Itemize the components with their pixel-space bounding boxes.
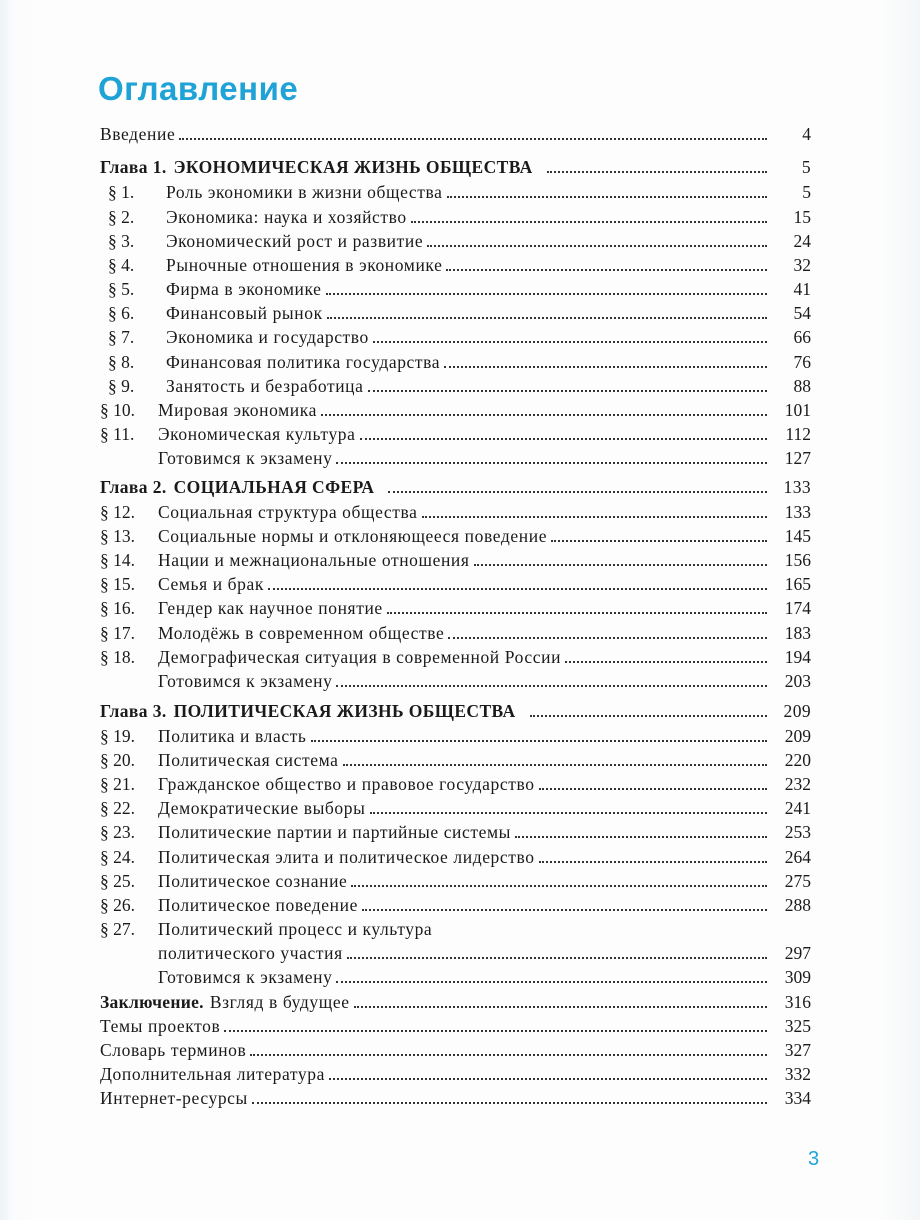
entry-title: Политический процесс и культура xyxy=(158,919,433,939)
toc-section-entry[interactable] xyxy=(100,820,811,842)
entry-title: Политическая элита и политическое лидерство xyxy=(158,847,535,867)
toc-entry-intro[interactable] xyxy=(100,122,811,144)
dot-leader xyxy=(250,1054,767,1056)
section-number: § 2. xyxy=(108,207,135,227)
entry-page-number: 156 xyxy=(784,550,811,570)
toc-section-entry[interactable] xyxy=(100,422,811,444)
toc-section-entry[interactable] xyxy=(100,796,811,818)
dot-leader xyxy=(368,390,767,392)
toc-section-entry[interactable] xyxy=(100,669,811,691)
entry-page-number: 309 xyxy=(784,967,811,987)
entry-page-number: 112 xyxy=(785,424,811,444)
section-number: § 24. xyxy=(100,847,135,867)
entry-title: Готовимся к экзамену xyxy=(158,448,333,468)
dot-leader xyxy=(446,269,767,271)
chapter-label: Глава 1. xyxy=(100,157,167,177)
entry-page-number: 41 xyxy=(793,279,811,299)
section-number: § 25. xyxy=(100,871,135,891)
dot-leader xyxy=(179,138,767,140)
dot-leader xyxy=(224,1030,767,1032)
dot-leader xyxy=(329,1078,767,1080)
dot-leader xyxy=(347,957,767,959)
toc-backmatter-entry[interactable] xyxy=(100,1014,811,1036)
dot-leader xyxy=(547,171,767,173)
chapter-title: ПОЛИТИЧЕСКАЯ ЖИЗНЬ ОБЩЕСТВА xyxy=(173,701,516,721)
toc-backmatter-entry[interactable] xyxy=(100,990,811,1012)
section-number: § 6. xyxy=(108,303,135,323)
entry-bold-label: Заключение. xyxy=(100,992,204,1012)
entry-page-number: 209 xyxy=(783,701,811,721)
entry-page-number: 232 xyxy=(784,774,811,794)
toc-section-entry[interactable] xyxy=(100,917,811,939)
entry-title: Мировая экономика xyxy=(158,400,317,420)
dot-leader xyxy=(422,516,767,518)
dot-leader xyxy=(362,909,767,911)
toc-chapter-1[interactable] xyxy=(100,155,811,177)
entry-page-number: 4 xyxy=(802,124,811,144)
entry-page-number: 133 xyxy=(783,477,811,497)
entry-title: Гражданское общество и правовое государство xyxy=(158,774,535,794)
dot-leader xyxy=(336,981,767,983)
section-number: § 18. xyxy=(100,647,135,667)
entry-page-number: 165 xyxy=(784,574,811,594)
entry-page-number: 297 xyxy=(784,943,811,963)
toc-section-entry[interactable] xyxy=(100,374,811,396)
entry-page-number: 241 xyxy=(784,798,811,818)
toc-section-entry[interactable] xyxy=(100,398,811,420)
entry-page-number: 203 xyxy=(784,671,811,691)
entry-page-number: 327 xyxy=(784,1040,811,1060)
toc-section-entry[interactable] xyxy=(100,572,811,594)
toc-section-entry[interactable] xyxy=(100,446,811,468)
dot-leader xyxy=(360,438,767,440)
toc-section-entry[interactable] xyxy=(100,893,811,915)
section-number: § 9. xyxy=(108,376,135,396)
page-title: Оглавление xyxy=(98,70,299,107)
toc-section-entry[interactable] xyxy=(100,845,811,867)
entry-title: Социальная структура общества xyxy=(158,502,418,522)
toc-section-entry[interactable] xyxy=(100,869,811,891)
entry-title: Готовимся к экзамену xyxy=(158,967,333,987)
toc-section-entry[interactable] xyxy=(100,596,811,618)
dot-leader xyxy=(311,740,767,742)
toc-section-entry[interactable] xyxy=(100,965,811,987)
entry-page-number: 5 xyxy=(802,182,811,202)
dot-leader xyxy=(327,317,767,319)
entry-title: Политика и власть xyxy=(158,726,307,746)
toc-backmatter-entry[interactable] xyxy=(100,1086,811,1108)
section-number: § 7. xyxy=(108,327,135,347)
entry-title: Готовимся к экзамену xyxy=(158,671,333,691)
dot-leader xyxy=(448,637,767,639)
section-number: § 16. xyxy=(100,598,135,618)
entry-page-number: 288 xyxy=(784,895,811,915)
entry-page-number: 145 xyxy=(784,526,811,546)
entry-title: Политическое сознание xyxy=(158,871,348,891)
section-number: § 1. xyxy=(108,182,135,202)
entry-title: Экономическая культура xyxy=(158,424,356,444)
dot-leader xyxy=(388,491,767,493)
entry-title: Словарь терминов xyxy=(100,1040,247,1060)
entry-title: Демографическая ситуация в современной России xyxy=(158,647,562,667)
dot-leader xyxy=(427,245,767,247)
entry-title: Демократические выборы xyxy=(158,798,366,818)
dot-leader xyxy=(530,715,767,717)
section-number: § 3. xyxy=(108,231,135,251)
toc-section-entry[interactable] xyxy=(100,229,811,251)
dot-leader xyxy=(447,196,767,198)
entry-page-number: 264 xyxy=(784,847,811,867)
section-number: § 19. xyxy=(100,726,135,746)
dot-leader xyxy=(370,812,768,814)
section-number: § 21. xyxy=(100,774,135,794)
entry-page-number: 275 xyxy=(784,871,811,891)
entry-title: Введение xyxy=(100,124,176,144)
toc-section-entry[interactable] xyxy=(100,748,811,770)
toc-section-entry[interactable] xyxy=(100,350,811,372)
dot-leader xyxy=(321,414,767,416)
chapter-title: СОЦИАЛЬНАЯ СФЕРА xyxy=(173,477,375,497)
dot-leader xyxy=(551,540,767,542)
entry-title: Экономика и государство xyxy=(166,327,369,347)
dot-leader xyxy=(565,661,767,663)
section-number: § 23. xyxy=(100,822,135,842)
entry-title: Темы проектов xyxy=(100,1016,221,1036)
chapter-label: Глава 2. xyxy=(100,477,167,497)
entry-title: Роль экономики в жизни общества xyxy=(166,182,443,202)
entry-page-number: 101 xyxy=(784,400,811,420)
toc-section-entry[interactable] xyxy=(100,180,811,202)
entry-page-number: 183 xyxy=(784,623,811,643)
dot-leader xyxy=(336,462,767,464)
entry-title: Нации и межнациональные отношения xyxy=(158,550,470,570)
entry-page-number: 332 xyxy=(784,1064,811,1084)
dot-leader xyxy=(539,788,767,790)
toc-backmatter-entry[interactable] xyxy=(100,1062,811,1084)
entry-title: Рыночные отношения в экономике xyxy=(166,255,443,275)
dot-leader xyxy=(387,612,767,614)
toc-chapter-2[interactable] xyxy=(100,475,811,497)
toc-section-entry[interactable] xyxy=(100,253,811,275)
entry-title: Финансовый рынок xyxy=(166,303,323,323)
entry-page-number: 15 xyxy=(793,207,811,227)
entry-page-number: 24 xyxy=(793,231,811,251)
entry-page-number: 325 xyxy=(784,1016,811,1036)
entry-page-number: 66 xyxy=(793,327,811,347)
entry-title: Политическое поведение xyxy=(158,895,358,915)
entry-page-number: 253 xyxy=(784,822,811,842)
dot-leader xyxy=(252,1102,767,1104)
entry-title: Интернет-ресурсы xyxy=(100,1088,248,1108)
section-number: § 14. xyxy=(100,550,135,570)
entry-title: Гендер как научное понятие xyxy=(158,598,383,618)
toc-section-entry[interactable] xyxy=(100,724,811,746)
toc-section-entry[interactable] xyxy=(100,524,811,546)
dot-leader xyxy=(444,366,767,368)
entry-page-number: 76 xyxy=(793,352,811,372)
entry-page-number: 133 xyxy=(784,502,811,522)
section-number: § 17. xyxy=(100,623,135,643)
section-number: § 15. xyxy=(100,574,135,594)
entry-title: политического участия xyxy=(158,943,343,963)
dot-leader xyxy=(326,293,767,295)
toc-section-entry[interactable] xyxy=(100,205,811,227)
entry-page-number: 220 xyxy=(784,750,811,770)
entry-page-number: 54 xyxy=(793,303,811,323)
chapter-title: ЭКОНОМИЧЕСКАЯ ЖИЗНЬ ОБЩЕСТВА xyxy=(173,157,533,177)
entry-page-number: 209 xyxy=(784,726,811,746)
toc-section-entry[interactable] xyxy=(100,301,811,323)
entry-title: Финансовая политика государства xyxy=(166,352,441,372)
toc-chapter-3[interactable] xyxy=(100,699,811,721)
section-number: § 8. xyxy=(108,352,135,372)
dot-leader xyxy=(515,836,767,838)
entry-page-number: 32 xyxy=(793,255,811,275)
dot-leader xyxy=(474,564,767,566)
section-number: § 4. xyxy=(108,255,135,275)
entry-page-number: 316 xyxy=(784,992,811,1012)
section-number: § 26. xyxy=(100,895,135,915)
section-number: § 10. xyxy=(100,400,135,420)
entry-page-number: 88 xyxy=(793,376,811,396)
toc-section-entry[interactable] xyxy=(100,645,811,667)
entry-title: Политическая система xyxy=(158,750,339,770)
section-number: § 27. xyxy=(100,919,135,939)
entry-title: Политические партии и партийные системы xyxy=(158,822,512,842)
dot-leader xyxy=(411,221,767,223)
toc-section-entry[interactable] xyxy=(100,548,811,570)
entry-page-number: 5 xyxy=(801,157,811,177)
entry-title: Семья и брак xyxy=(158,574,264,594)
entry-title: Экономика: наука и хозяйство xyxy=(166,207,407,227)
entry-page-number: 194 xyxy=(784,647,811,667)
section-number: § 12. xyxy=(100,502,135,522)
page-number: 3 xyxy=(808,1148,820,1170)
section-number: § 5. xyxy=(108,279,135,299)
dot-leader xyxy=(268,588,767,590)
section-number: § 13. xyxy=(100,526,135,546)
toc-backmatter-entry[interactable] xyxy=(100,1038,811,1060)
entry-title: Социальные нормы и отклоняющееся поведение xyxy=(158,526,548,546)
dot-leader xyxy=(539,861,767,863)
entry-title: Дополнительная литература xyxy=(100,1064,325,1084)
entry-title: Взгляд в будущее xyxy=(209,992,350,1012)
entry-title: Экономический рост и развитие xyxy=(166,231,424,251)
chapter-label: Глава 3. xyxy=(100,701,167,721)
toc-section-entry[interactable] xyxy=(100,621,811,643)
dot-leader xyxy=(336,685,767,687)
entry-page-number: 174 xyxy=(784,598,811,618)
dot-leader xyxy=(351,885,767,887)
section-number: § 20. xyxy=(100,750,135,770)
toc-section-entry[interactable] xyxy=(100,325,811,347)
entry-title: Молодёжь в современном обществе xyxy=(158,623,445,643)
entry-page-number: 334 xyxy=(784,1088,811,1108)
toc-section-entry[interactable] xyxy=(100,941,811,963)
dot-leader xyxy=(354,1006,767,1008)
section-number: § 22. xyxy=(100,798,135,818)
toc-section-entry[interactable] xyxy=(100,772,811,794)
entry-title: Занятость и безработица xyxy=(166,376,364,396)
dot-leader xyxy=(373,341,767,343)
toc-section-entry[interactable] xyxy=(100,277,811,299)
dot-leader xyxy=(343,764,767,766)
toc-section-entry[interactable] xyxy=(100,500,811,522)
section-number: § 11. xyxy=(100,424,135,444)
entry-page-number: 127 xyxy=(784,448,811,468)
entry-title: Фирма в экономике xyxy=(166,279,322,299)
